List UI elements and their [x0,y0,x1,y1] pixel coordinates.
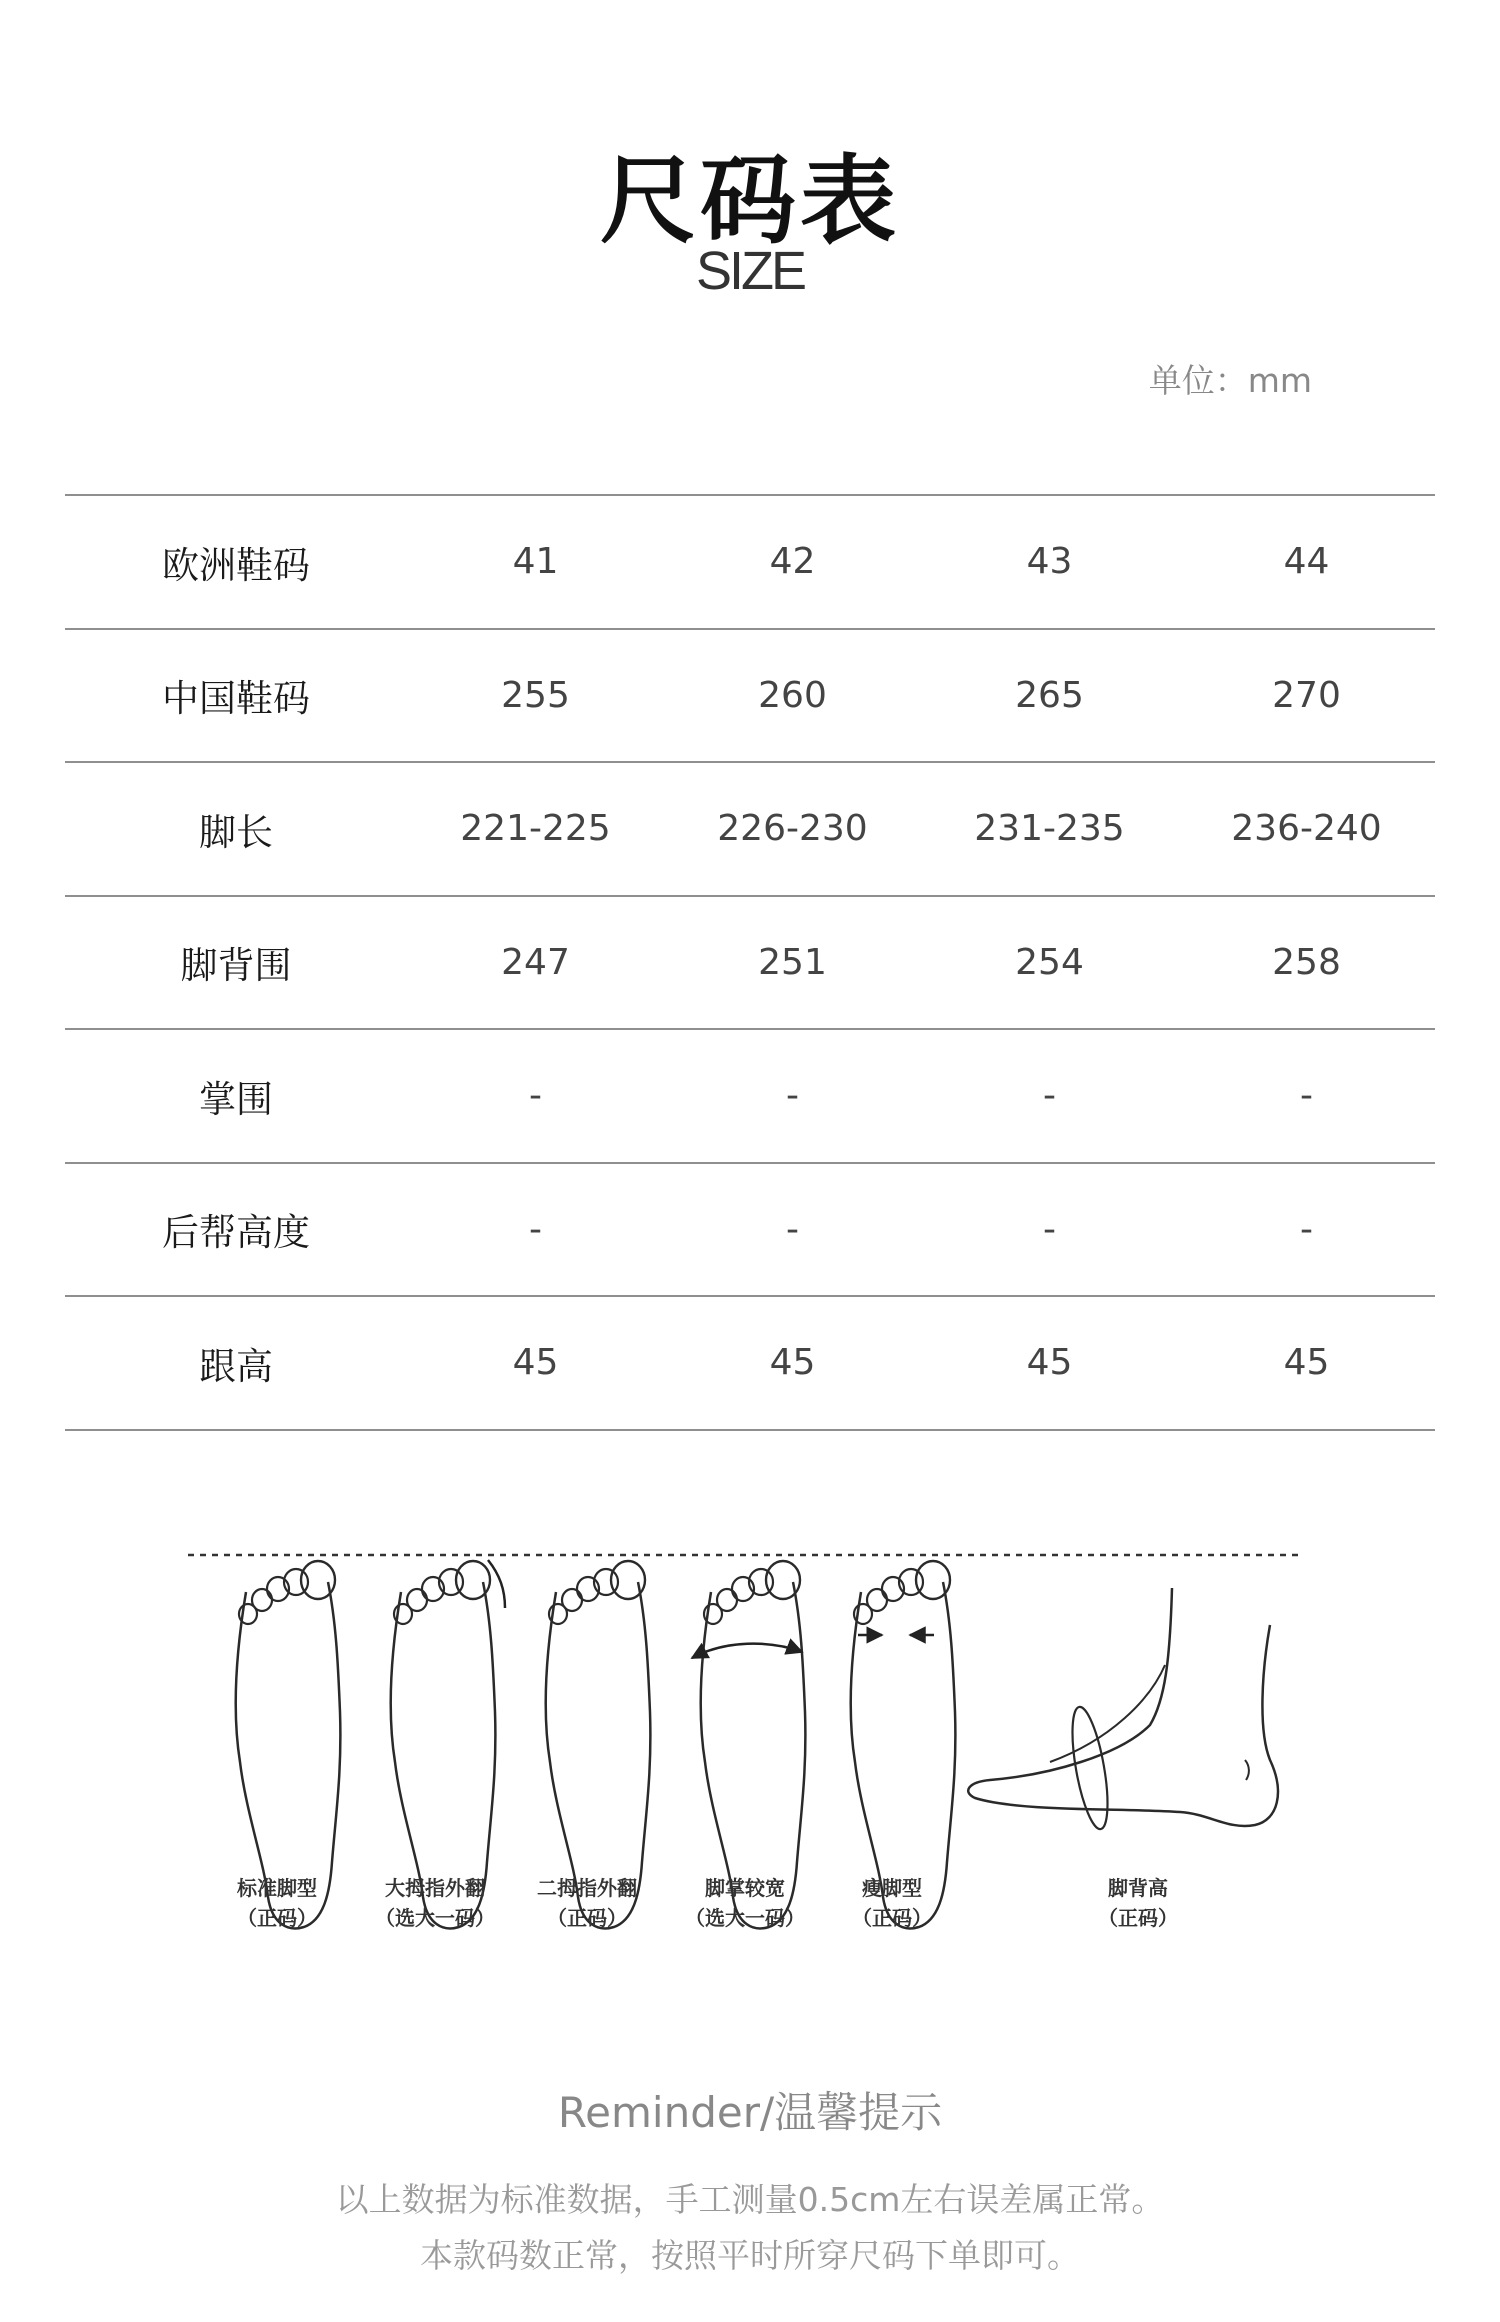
foot-bunion-icon [391,1561,496,1928]
table-row [65,896,1435,1030]
table-cell: 251 [758,941,827,983]
foot-label: 大拇指外翻 [385,1876,485,1900]
row-label: 跟高 [199,1344,273,1388]
table-cell: 45 [769,1342,816,1384]
table-row [65,1296,1435,1430]
table-cell: 45 [1283,1342,1330,1384]
row-label: 脚背围 [180,944,292,988]
unit-label: 单位：mm [1148,361,1312,400]
foot-label: 二拇指外翻 [537,1876,637,1900]
foot-wide-icon [701,1561,806,1928]
foot-advice: （正码） [547,1906,627,1930]
table-row [65,1029,1435,1163]
table-cell: - [786,1208,799,1250]
foot-advice: （正码） [1098,1906,1178,1930]
table-cell: 260 [758,674,827,716]
table-cell: 258 [1272,941,1341,983]
reminder-line: 以上数据为标准数据，手工测量0.5cm左右误差属正常。 [335,2180,1165,2219]
table-cell: 226-230 [717,808,868,850]
page-subtitle: SIZE [695,241,805,301]
size-table [65,494,1435,1431]
table-cell: - [529,1208,542,1250]
reminder-line: 本款码数正常，按照平时所穿尺码下单即可。 [420,2236,1080,2275]
foot-slim-icon [851,1561,956,1928]
table-cell: 247 [501,941,570,983]
table-cell: - [529,1075,542,1117]
table-cell: 42 [769,541,816,583]
table-row [65,495,1435,629]
table-cell: 45 [512,1342,559,1384]
foot-advice: （正码） [852,1906,932,1930]
table-cell: 44 [1283,541,1330,583]
foot-advice: （选大一码） [375,1906,495,1930]
foot-label: 标准脚型 [237,1876,317,1900]
foot-standard-icon [236,1561,341,1928]
row-label: 中国鞋码 [162,677,310,721]
table-cell: - [1043,1208,1056,1250]
foot-type-illustration [0,1530,1500,1950]
table-cell: 265 [1015,674,1084,716]
foot-label: 脚掌较宽 [705,1876,785,1900]
row-label: 掌围 [199,1077,273,1121]
table-row [65,1163,1435,1297]
table-cell: 270 [1272,674,1341,716]
table-row [65,629,1435,763]
foot-advice: （正码） [237,1906,317,1930]
table-cell: 231-235 [974,808,1125,850]
table-cell: 255 [501,674,570,716]
table-cell: - [1043,1075,1056,1117]
foot-label: 脚背高 [1108,1876,1168,1900]
reminder-title: Reminder/温馨提示 [557,2088,943,2137]
table-row [65,762,1435,896]
table-cell: - [1300,1208,1313,1250]
row-label: 欧洲鞋码 [162,543,310,587]
table-cell: 45 [1026,1342,1073,1384]
table-cell: - [786,1075,799,1117]
table-cell: 254 [1015,941,1084,983]
table-cell: 236-240 [1231,808,1382,850]
table-cell: - [1300,1075,1313,1117]
table-cell: 41 [512,541,559,583]
foot-high-instep-icon [968,1588,1278,1831]
table-cell: 221-225 [460,808,611,850]
foot-second-toe-icon [546,1561,651,1928]
row-label: 后帮高度 [162,1211,310,1255]
wide-arrow-icon [692,1644,802,1658]
row-label: 脚长 [199,810,273,854]
page-title: 尺码表 [600,145,900,257]
foot-advice: （选大一码） [685,1906,805,1930]
table-cell: 43 [1026,541,1073,583]
foot-label: 瘦脚型 [862,1876,922,1900]
